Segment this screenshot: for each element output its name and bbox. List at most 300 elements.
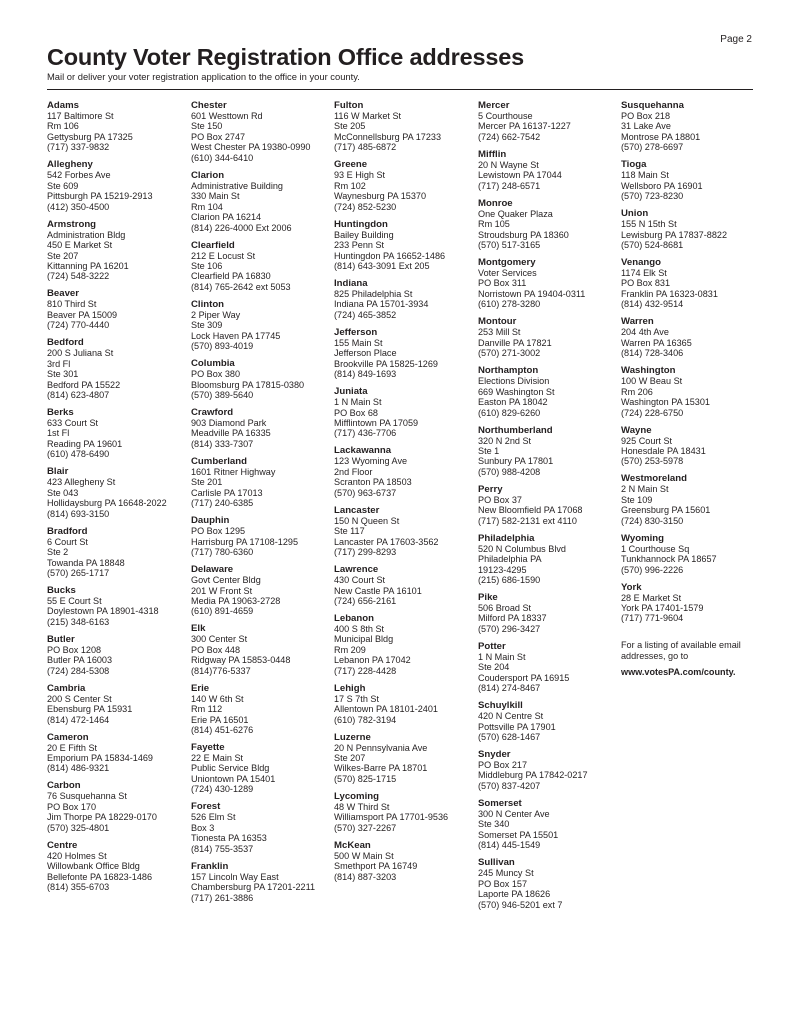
county-name: Lawrence [334,564,379,576]
county-name: Montour [478,316,517,328]
county-address-line: 5 Courthouse [478,111,533,121]
county-address-line: Bailey Building [334,229,394,240]
county-address-line: (724) 662-7542 [478,131,541,142]
county-address-line: Harrisburg PA 17108-1295 [191,536,299,547]
county-address-line: PO Box 157 [478,878,528,889]
county-entry [191,683,331,736]
county-entry [334,219,474,272]
page-label: Page 2 [720,34,752,45]
county-address-line: (570) 271-3002 [478,348,541,359]
county-address-line: PO Box 448 [191,644,241,655]
county-entry [478,149,618,191]
county-address-line: (814) 623-4807 [47,390,110,401]
county-address-line: (814) 226-4000 Ext 2006 [191,222,292,233]
county-entry [334,445,474,498]
county-email-note [621,640,761,680]
county-address-line: Ste 117 [334,526,365,537]
county-address-line: 155 Main St [334,337,383,348]
county-address-line: (724) 852-5230 [334,201,397,212]
county-entry [191,170,331,233]
county-name: Fayette [191,741,225,753]
county-address-line: Rm 112 [191,704,223,715]
county-address-line: Lewisburg PA 17837-8822 [621,229,728,240]
county-address-line: (717) 780-6360 [191,547,254,558]
county-address-line: (570) 946-5201 ext 7 [478,899,563,910]
county-address-line: Rm 206 [621,386,653,397]
county-name: Beaver [47,288,80,300]
county-address-line: (814) 472-1464 [47,714,110,725]
county-address-line: Lebanon PA 17042 [334,655,411,666]
county-address-line: Public Service Bldg [191,763,270,774]
county-address-line: PO Box 37 [478,494,522,505]
county-name: Cambria [47,682,86,694]
county-address-line: (717) 248-6571 [478,180,541,191]
county-address-line: (717) 240-6385 [191,498,254,509]
county-address-line: Clarion PA 16214 [191,212,262,223]
county-entry [334,327,474,380]
county-entry [334,683,474,725]
county-address-line: 1174 Elk St [621,268,667,279]
county-name: Schuylkill [478,700,523,712]
county-address-line: (814) 355-6703 [47,882,110,893]
county-address-line: Box 3 [191,822,215,833]
county-address-line: 6 Court St [47,536,88,547]
county-name: Cumberland [191,455,247,467]
county-entry [191,623,331,676]
county-entry [47,159,187,212]
county-entry [191,407,331,449]
county-address-line: (724) 284-5308 [47,665,110,676]
county-entry [334,505,474,558]
county-entry [191,358,331,400]
county-address-line: 204 4th Ave [621,327,669,338]
county-address-line: (724) 656-2161 [334,595,397,606]
county-name: Chester [191,100,227,111]
county-address-line: Franklin PA 16323-0831 [621,288,718,299]
county-address-line: Doylestown PA 18901-4318 [47,606,159,617]
county-address-line: (412) 350-4500 [47,201,110,212]
county-name: Butler [47,633,75,645]
county-name: Berks [47,407,74,419]
county-name: Mercer [478,100,510,111]
county-address-line: Ste 207 [334,752,366,763]
county-address-line: 300 Center St [191,634,248,645]
county-entry [47,683,187,725]
county-entry [478,533,618,586]
county-entry [478,316,618,358]
county-name: McKean [334,839,371,851]
county-address-line: (814) 728-3406 [621,348,684,359]
county-address-line: Williamsport PA 17701-9536 [334,812,449,823]
page-subtitle: Mail or deliver your voter registration application to the office in your county. [47,71,360,82]
county-entry [47,732,187,774]
county-address-line: Ste 340 [478,819,510,830]
county-name: Crawford [191,407,234,419]
county-address-line: Middleburg PA 17842-0217 [478,770,588,781]
county-column [334,100,474,889]
county-name: Clearfield [191,239,235,251]
county-address-line: 19123-4295 [478,564,527,575]
county-address-line: (814) 486-9321 [47,763,110,774]
county-address-line: PO Box 218 [621,111,671,121]
county-entry [621,582,761,624]
county-address-line: (814) 432-9514 [621,299,684,310]
county-address-line: 601 Westtown Rd [191,111,263,121]
county-entry [47,840,187,893]
county-entry [478,198,618,251]
county-address-line: (814) 755-3537 [191,843,254,854]
county-address-line: McConnellsburg PA 17233 [334,131,442,142]
county-address-line: PO Box 68 [334,407,378,418]
county-entry [191,299,331,352]
county-address-line: Ste 043 [47,487,79,498]
county-address-line: Ste 201 [191,477,223,488]
county-address-line: Rm 105 [478,219,510,230]
county-entry [47,100,187,153]
county-name: Lehigh [334,682,366,694]
county-address-line: 506 Broad St [478,603,532,613]
county-address-line: Beaver PA 15009 [47,309,118,320]
county-entry [191,861,331,903]
county-address-line: 157 Lincoln Way East [191,871,279,882]
county-name: Northumberland [478,424,553,436]
county-address-line: 253 Mill St [478,327,521,338]
county-entry [47,526,187,579]
county-address-line: 200 S Center St [47,693,112,704]
county-address-line: Ste 309 [191,320,223,331]
county-address-line: (610) 891-4659 [191,606,254,617]
county-address-line: West Chester PA 19380-0990 [191,142,311,153]
county-address-line: Mifflintown PA 17059 [334,418,419,429]
county-address-line: 330 Main St [191,191,240,202]
county-address-line: Wellsboro PA 16901 [621,180,703,191]
county-name: Huntingdon [334,218,388,230]
county-address-line: 3rd Fl [47,358,71,369]
county-name: Indiana [334,277,368,289]
county-address-line: 450 E Market St [47,240,113,251]
county-address-line: (724) 548-3222 [47,271,110,282]
county-name: Northampton [478,365,539,377]
county-name: Centre [47,839,78,851]
county-entry [47,407,187,460]
county-name: Franklin [191,860,229,872]
county-address-line: (814) 333-7307 [191,438,254,449]
county-name: Blair [47,466,69,478]
county-name: Lycoming [334,790,379,802]
county-address-line: Bellefonte PA 16823-1486 [47,871,152,882]
county-address-line: Ridgway PA 15853-0448 [191,655,291,666]
county-name: Somerset [478,797,522,809]
county-entry [478,857,618,910]
county-address-line: 155 N 15th St [621,219,677,230]
county-entry [191,564,331,617]
county-address-line: 233 Penn St [334,240,385,251]
county-address-line: Smethport PA 16749 [334,861,418,872]
county-name: Jefferson [334,326,378,338]
county-name: Lebanon [334,612,374,624]
county-address-line: Ste 109 [621,494,653,505]
county-address-line: 1 N Main St [478,651,526,662]
county-address-line: (814) 445-1549 [478,840,541,851]
county-address-line: 20 N Pennsylvania Ave [334,742,428,753]
county-address-line: (610) 278-3280 [478,299,541,310]
county-address-line: (570) 278-6697 [621,142,684,153]
county-address-line: (717) 436-7706 [334,428,397,439]
county-address-line: Laporte PA 18626 [478,889,551,900]
county-address-line: Allentown PA 18101-2401 [334,704,438,715]
county-address-line: Norristown PA 19404-0311 [478,288,586,299]
county-address-line: 201 W Front St [191,585,253,596]
county-address-line: Towanda PA 18848 [47,557,125,568]
county-address-line: Administration Bldg [47,229,126,240]
county-address-line: (717) 228-4428 [334,665,397,676]
county-address-line: Gettysburg PA 17325 [47,131,133,142]
county-address-line: 633 Court St [47,418,99,429]
county-address-line: Scranton PA 18503 [334,477,412,488]
county-entry [191,515,331,557]
county-name: Armstrong [47,218,97,230]
county-address-line: (570) 253-5978 [621,456,684,467]
county-address-line: (724) 830-3150 [621,515,684,526]
email-note-text: For a listing of available email addresses, go to [621,639,741,661]
county-address-line: (570) 988-4208 [478,466,541,477]
county-address-line: (570) 325-4801 [47,822,110,833]
county-name: Wyoming [621,532,664,544]
county-entry [621,316,761,358]
county-entry [47,466,187,519]
county-address-line: (610) 782-3194 [334,714,397,725]
county-entry [47,585,187,627]
county-address-line: Rm 209 [334,644,366,655]
county-entry [191,240,331,293]
county-address-line: 28 E Market St [621,592,682,603]
county-name: Clinton [191,298,225,310]
county-address-line: (570) 837-4207 [478,780,541,791]
county-name: Perry [478,483,503,495]
county-entry [621,208,761,250]
county-address-line: Butler PA 16003 [47,655,113,666]
county-name: Union [621,208,649,220]
county-column [47,100,187,899]
votespa-county-link[interactable]: www.votesPA.com/county. [621,666,736,677]
county-entry [621,473,761,526]
county-address-line: Ste 204 [478,662,510,673]
county-address-line: New Bloomfield PA 17068 [478,505,583,516]
county-address-line: 118 Main St [621,170,669,181]
county-entry [621,365,761,418]
county-address-line: Brookville PA 15825-1269 [334,358,438,369]
county-address-line: (814) 274-8467 [478,683,541,694]
county-address-line: 245 Muncy St [478,868,534,879]
county-name: Bedford [47,337,84,349]
county-entry [478,798,618,851]
county-address-line: (717) 299-8293 [334,547,397,558]
county-entry [47,634,187,676]
county-address-line: Ste 1 [478,445,500,456]
county-address-line: Wilkes-Barre PA 18701 [334,763,428,774]
county-name: Erie [191,682,210,694]
county-address-line: Uniontown PA 15401 [191,773,276,784]
county-address-line: (610) 344-6410 [191,152,254,163]
county-address-line: 55 E Court St [47,595,102,606]
county-columns [47,100,762,1020]
county-address-line: (717) 337-9832 [47,142,110,153]
county-entry [334,732,474,785]
county-address-line: (610) 478-6490 [47,449,110,460]
county-entry [47,288,187,330]
county-entry [478,425,618,478]
county-address-line: Danville PA 17821 [478,337,552,348]
county-address-line: 420 Holmes St [47,850,107,861]
county-address-line: Somerset PA 15501 [478,829,559,840]
county-address-line: Ste 205 [334,121,366,132]
county-name: Elk [191,623,206,635]
county-address-line: Rm 102 [334,180,366,191]
county-address-line: Chambersburg PA 17201-2211 [191,882,316,893]
county-address-line: Reading PA 19601 [47,438,123,449]
county-address-line: Rm 106 [47,121,79,132]
county-entry [478,592,618,634]
county-entry [478,700,618,742]
county-address-line: One Quaker Plaza [478,208,553,219]
county-address-line: Ste 150 [191,121,223,132]
county-entry [47,219,187,282]
county-address-line: (570) 389-5640 [191,390,254,401]
county-address-line: (717) 485-6872 [334,142,397,153]
county-address-line: Lancaster PA 17603-3562 [334,536,439,547]
county-address-line: 212 E Locust St [191,250,256,261]
county-address-line: Greensburg PA 15601 [621,505,711,516]
county-address-line: PO Box 1295 [191,526,246,537]
county-address-line: 669 Washington St [478,386,555,397]
county-address-line: Rm 104 [191,201,223,212]
county-entry [334,159,474,212]
county-entry [334,840,474,882]
county-address-line: (724) 430-1289 [191,784,254,795]
county-address-line: 117 Baltimore St [47,111,114,121]
county-name: Monroe [478,197,513,209]
county-address-line: (814) 451-6276 [191,725,254,736]
county-address-line: Tionesta PA 16353 [191,833,267,844]
county-entry [621,533,761,575]
county-address-line: Warren PA 16365 [621,337,692,348]
county-address-line: 48 W Third St [334,801,390,812]
county-name: Carbon [47,780,81,792]
header-divider [47,89,753,90]
county-address-line: 903 Diamond Park [191,418,267,429]
county-address-line: (610) 829-6260 [478,407,541,418]
county-address-line: Erie PA 16501 [191,714,249,725]
county-address-line: Ebensburg PA 15931 [47,704,133,715]
county-address-line: (570) 723-8230 [621,191,684,202]
county-address-line: Elections Division [478,376,550,387]
county-name: Venango [621,257,661,269]
county-address-line: 116 W Market St [334,111,402,121]
county-address-line: Montrose PA 18801 [621,131,701,142]
county-address-line: 320 N 2nd St [478,435,532,446]
county-address-line: 400 S 8th St [334,623,385,634]
county-entry [334,613,474,676]
county-address-line: 100 W Beau St [621,376,683,387]
county-address-line: 500 W Main St [334,850,394,861]
county-entry [47,337,187,400]
county-name: Philadelphia [478,532,535,544]
county-address-line: Honesdale PA 18431 [621,445,706,456]
county-name: Lackawanna [334,445,392,457]
county-address-line: Administrative Building [191,180,283,191]
county-address-line: PO Box 380 [191,369,241,380]
county-address-line: Ste 609 [47,180,79,191]
county-name: Adams [47,100,79,111]
county-address-line: 2 N Main St [621,484,669,495]
county-address-line: Govt Center Bldg [191,575,261,586]
county-entry [478,484,618,526]
county-address-line: 526 Elm St [191,812,236,823]
county-address-line: Milford PA 18337 [478,613,547,624]
county-address-line: (717) 771-9604 [621,613,684,624]
county-address-line: Meadville PA 16335 [191,428,271,439]
county-entry [621,425,761,467]
county-address-line: Ste 2 [47,547,69,558]
county-name: York [621,581,642,593]
county-address-line: (570) 963-6737 [334,487,397,498]
county-address-line: (570) 327-2267 [334,822,397,833]
county-entry [334,791,474,833]
county-name: Cameron [47,731,89,743]
county-address-line: PO Box 170 [47,801,97,812]
county-address-line: York PA 17401-1579 [621,603,704,613]
county-address-line: (717) 582-2131 ext 4110 [478,515,577,526]
county-address-line: 20 N Wayne St [478,159,539,170]
county-address-line: Pittsburgh PA 15219-2913 [47,191,153,202]
county-address-line: Easton PA 18042 [478,397,548,408]
county-address-line: 150 N Queen St [334,515,400,526]
county-address-line: Emporium PA 15834-1469 [47,752,153,763]
county-entry [47,780,187,833]
county-address-line: Coudersport PA 16915 [478,672,570,683]
county-name: Bradford [47,525,88,537]
county-address-line: Indiana PA 15701-3934 [334,299,429,310]
county-address-line: 20 E Fifth St [47,742,98,753]
county-address-line: Bloomsburg PA 17815-0380 [191,379,305,390]
county-address-line: Jefferson Place [334,348,397,359]
county-address-line: 140 W 6th St [191,693,244,704]
county-address-line: (215) 348-6163 [47,616,110,627]
county-address-line: Clearfield PA 16830 [191,271,271,282]
county-entry [478,100,618,142]
county-name: Greene [334,159,368,171]
county-address-line: Ste 207 [47,250,79,261]
county-entry [621,100,761,153]
county-name: Forest [191,801,221,813]
page-title: County Voter Registration Office addresses [47,44,524,70]
county-entry [621,257,761,310]
county-entry [334,386,474,439]
county-address-line: 123 Wyoming Ave [334,456,408,467]
county-address-line: (724) 228-6750 [621,407,684,418]
county-address-line: (717) 261-3886 [191,892,254,903]
county-address-line: 520 N Columbus Blvd [478,543,566,554]
county-entry [334,564,474,606]
county-name: Pike [478,592,498,603]
county-address-line: (570) 265-1717 [47,568,110,578]
county-name: Snyder [478,749,511,761]
county-address-line: (814) 887-3203 [334,871,397,882]
county-address-line: 423 Allegheny St [47,477,116,488]
county-name: Fulton [334,100,364,111]
county-address-line: Philadelphia PA [478,554,542,565]
county-address-line: (814) 693-3150 [47,508,110,519]
